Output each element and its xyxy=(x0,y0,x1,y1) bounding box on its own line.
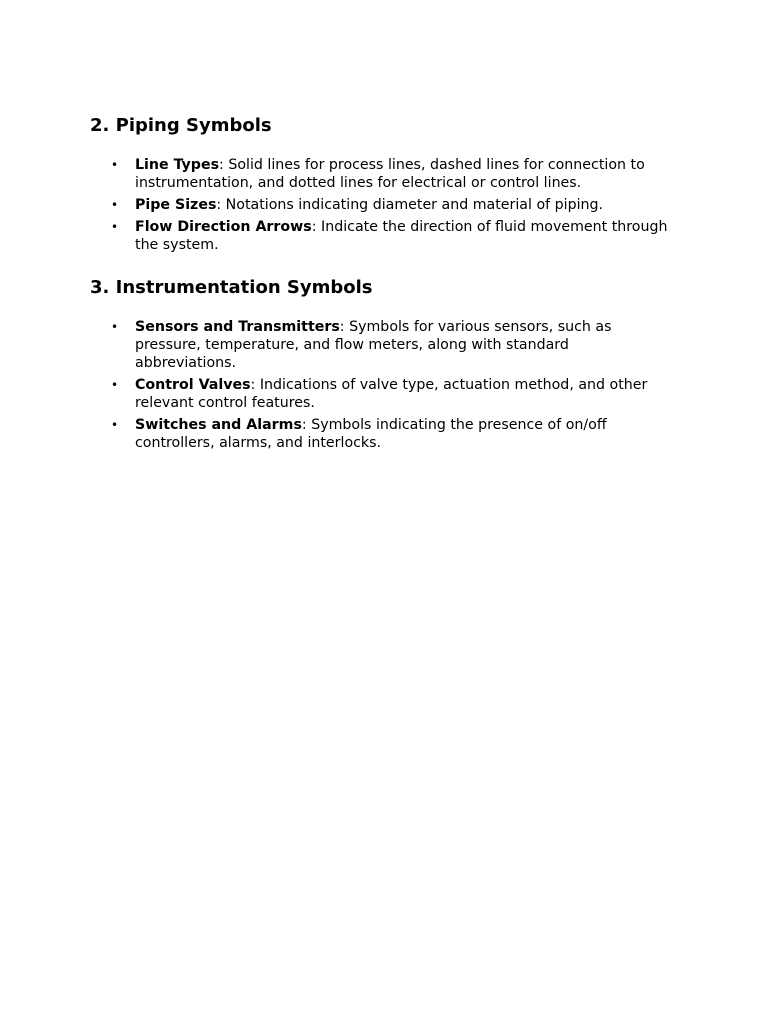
item-term: Control Valves xyxy=(135,377,251,393)
instrumentation-symbols-list xyxy=(90,318,670,452)
section-heading-instrumentation-symbols: 3. Instrumentation Symbols xyxy=(90,277,373,298)
item-text: : Symbols indicating the presence of on/off controllers, alarms, and interlocks. xyxy=(135,417,607,451)
bullet-icon: • xyxy=(111,378,119,392)
item-term: Pipe Sizes xyxy=(135,197,217,213)
bullet-icon: • xyxy=(111,320,119,334)
list-item xyxy=(90,376,670,412)
item-term: Flow Direction Arrows xyxy=(135,219,312,235)
item-text: : Indications of valve type, actuation method, and other relevant control features. xyxy=(135,377,648,411)
document-page xyxy=(90,112,670,456)
list-item xyxy=(90,416,670,452)
list-item xyxy=(90,156,670,192)
bullet-icon: • xyxy=(111,418,119,432)
item-text: : Solid lines for process lines, dashed lines for connection to instrumentation, and dotted lines for electrical or control lines. xyxy=(135,157,645,191)
item-term: Switches and Alarms xyxy=(135,417,302,433)
section-heading-piping-symbols: 2. Piping Symbols xyxy=(90,115,272,136)
bullet-icon: • xyxy=(111,220,119,234)
piping-symbols-list xyxy=(90,156,670,254)
list-item xyxy=(90,196,670,214)
bullet-icon: • xyxy=(111,158,119,172)
item-text: : Indicate the direction of fluid movement through the system. xyxy=(135,219,668,253)
bullet-icon: • xyxy=(111,198,119,212)
item-text: : Symbols for various sensors, such as pressure, temperature, and flow meters, along with standard abbreviations. xyxy=(135,319,612,371)
item-text: : Notations indicating diameter and material of piping. xyxy=(216,197,604,213)
item-term: Sensors and Transmitters xyxy=(135,319,340,335)
list-item xyxy=(90,218,670,254)
item-term: Line Types xyxy=(135,157,220,173)
list-item xyxy=(90,318,670,372)
